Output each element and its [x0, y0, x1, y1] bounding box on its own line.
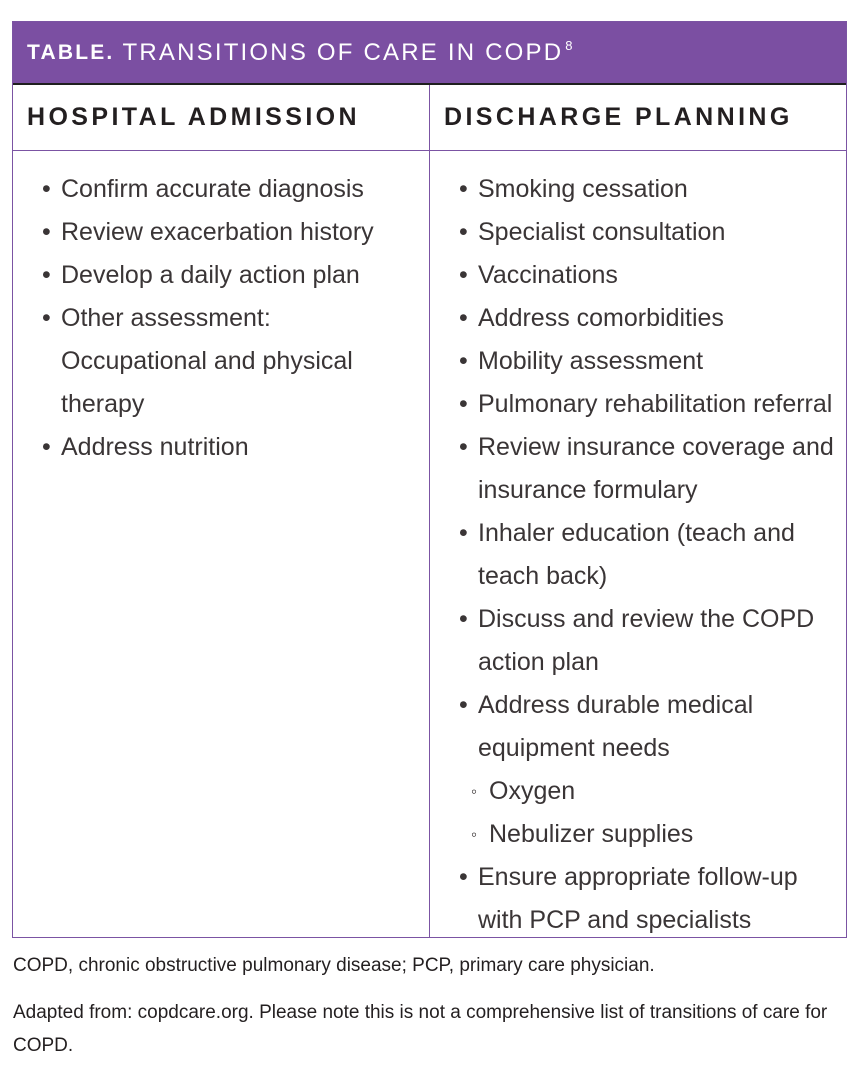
list-item-text: Develop a daily action plan: [61, 261, 360, 289]
list-item-text: Address durable medical equipment needs: [478, 691, 754, 762]
list-item: [430, 297, 846, 340]
list-item: [13, 168, 429, 211]
table-body-row: [13, 151, 846, 937]
sub-list-item: [430, 813, 846, 856]
bullet-icon: •: [459, 261, 468, 289]
bullet-icon: •: [459, 605, 468, 633]
discharge-planning-list: [430, 151, 846, 942]
sub-list-item: [430, 770, 846, 813]
column-header-discharge-planning: DISCHARGE PLANNING: [444, 103, 793, 131]
table-title-text: TRANSITIONS OF CARE IN COPD: [122, 39, 564, 66]
bullet-icon: •: [459, 175, 468, 203]
list-item: [430, 168, 846, 211]
list-item-text: Specialist consultation: [478, 218, 726, 246]
list-item: [430, 856, 846, 942]
hospital-admission-list: [13, 151, 429, 469]
list-item-text: Address nutrition: [61, 433, 249, 461]
bullet-icon: •: [459, 863, 468, 891]
list-item-text: Pulmonary rehabilitation referral: [478, 390, 833, 418]
hollow-bullet-icon: ◦: [471, 825, 478, 844]
list-item-text: Review exacerbation history: [61, 218, 374, 246]
hollow-bullet-icon: ◦: [471, 782, 478, 801]
list-item-text: Vaccinations: [478, 261, 618, 289]
hospital-admission-cell: [13, 151, 430, 937]
bullet-icon: •: [459, 304, 468, 332]
list-item-text: Nebulizer supplies: [489, 820, 694, 848]
list-item: [430, 598, 846, 684]
list-item: [430, 340, 846, 383]
table-title-reference: 8: [565, 38, 575, 53]
table-label: TABLE.: [27, 40, 115, 64]
source-footnote: Adapted from: copdcare.org. Please note this is not a comprehensive list of transitions of care for COPD.: [13, 1002, 828, 1056]
list-item-text: Confirm accurate diagnosis: [61, 175, 364, 203]
list-item-text: Inhaler education (teach and teach back): [478, 519, 795, 590]
list-item: [430, 512, 846, 598]
discharge-planning-cell: [430, 151, 846, 937]
bullet-icon: •: [42, 261, 51, 289]
list-item-text: Mobility assessment: [478, 347, 704, 375]
list-item-text: Address comorbidities: [478, 304, 724, 332]
list-item: [430, 426, 846, 512]
bullet-icon: •: [459, 390, 468, 418]
table-title-bar: [13, 22, 846, 85]
list-item-text: Oxygen: [489, 777, 576, 805]
list-item: [13, 211, 429, 254]
bullet-icon: •: [42, 175, 51, 203]
abbreviations-footnote: COPD, chronic obstructive pulmonary disease; PCP, primary care physician.: [13, 955, 655, 976]
table-header-row: [13, 85, 846, 151]
bullet-icon: •: [459, 691, 468, 719]
list-item-text: Other assessment: Occupational and physical therapy: [61, 304, 353, 418]
list-item: [13, 426, 429, 469]
list-item-text: Review insurance coverage and insurance formulary: [478, 433, 834, 504]
list-item-text: Discuss and review the COPD action plan: [478, 605, 815, 676]
bullet-icon: •: [459, 519, 468, 547]
list-item: [430, 211, 846, 254]
bullet-icon: •: [459, 347, 468, 375]
list-item-text: Smoking cessation: [478, 175, 688, 203]
list-item: [430, 684, 846, 770]
list-item: [13, 254, 429, 297]
list-item: [430, 254, 846, 297]
column-header-hospital-admission: HOSPITAL ADMISSION: [13, 85, 430, 150]
transitions-of-care-table: [12, 21, 847, 938]
list-item-text: Ensure appropriate follow-up with PCP and specialists: [478, 863, 798, 934]
list-item: [13, 297, 429, 426]
bullet-icon: •: [459, 218, 468, 246]
list-item: [430, 383, 846, 426]
bullet-icon: •: [42, 433, 51, 461]
bullet-icon: •: [42, 218, 51, 246]
bullet-icon: •: [459, 433, 468, 461]
bullet-icon: •: [42, 304, 51, 332]
table-title: [122, 38, 574, 67]
